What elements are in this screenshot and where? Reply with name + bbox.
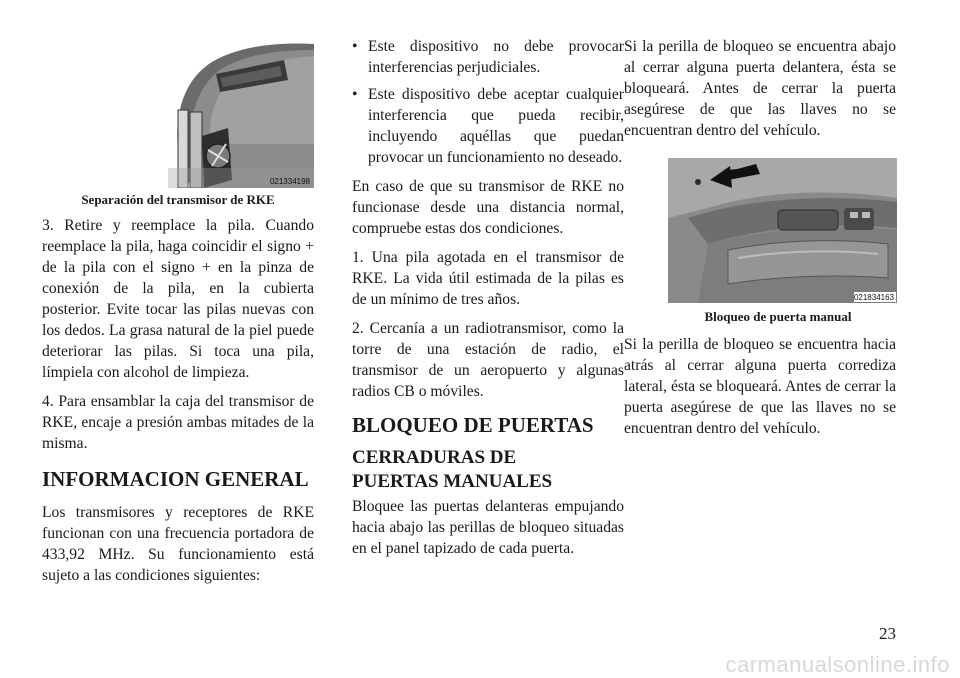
figure-code: 021834163 — [853, 293, 894, 302]
paragraph: 4. Para ensamblar la caja del transmisor de RKE, encaje a presión ambas mitades de la misma. — [42, 393, 314, 452]
section-heading: BLOQUEO DE PUERTAS — [352, 413, 594, 437]
rke-fob-illustration — [168, 40, 314, 188]
bullet-list — [352, 36, 624, 168]
page-number: 23 — [879, 624, 896, 643]
column-middle — [352, 36, 624, 559]
paragraph: Si la perilla de bloqueo se encuentra hacia atrás al cerrar alguna puerta corrediza lateral, ésta se bloqueará. Antes de cerrar la puerta asegúrese de que las llaves no se encuentran dentro del vehículo. — [624, 336, 896, 437]
paragraph: 2. Cercanía a un radiotransmisor, como la torre de una estación de radio, el transmisor de un aeropuerto y algunas radios CB o móviles. — [352, 320, 624, 400]
paragraph: Bloquee las puertas delanteras empujando hacia abajo las perillas de bloqueo situadas en el panel tapizado de cada puerta. — [352, 498, 624, 557]
list-item: • Este dispositivo no debe provocar interferencias perjudiciales. — [352, 36, 624, 78]
column-right-lower — [624, 334, 896, 439]
subsection-heading: PUERTAS MANUALES — [352, 471, 553, 492]
figure-door-lock — [668, 158, 897, 303]
paragraph: 3. Retire y reemplace la pila. Cuando reemplace la pila, haga coincidir el signo + de la pila con el signo + en la pinza de conexión de la pila, en la cubierta posterior. Evite tocar las pilas nuevas con los dedos. La grasa natural de la piel puede deteriorar las pilas. Si toca una pila, límpiela con alcohol de limpieza. — [42, 217, 314, 381]
paragraph: En caso de que su transmisor de RKE no funcionase desde una distancia normal, compruebe estas dos condiciones. — [352, 178, 624, 237]
figure-rke-separation — [168, 40, 314, 188]
column-right — [624, 36, 896, 141]
section-heading: INFORMACION GENERAL — [42, 467, 309, 491]
watermark: carmanualsonline.info — [725, 652, 950, 677]
paragraph: Los transmisores y receptores de RKE funcionan con una frecuencia portadora de 433,92 MHz. Su funcionamiento está sujeto a las condiciones siguientes: — [42, 504, 314, 584]
subsection-heading: CERRADURAS DE — [352, 447, 517, 468]
figure-code: 021334198 — [269, 177, 310, 186]
door-panel-illustration — [668, 158, 897, 303]
paragraph: Si la perilla de bloqueo se encuentra abajo al cerrar alguna puerta delantera, ésta se bloqueará. Antes de cerrar la puerta asegúrese de que las llaves no se encuentran dentro del vehículo. — [624, 38, 896, 139]
paragraph: 1. Una pila agotada en el transmisor de RKE. La vida útil estimada de la pilas es de un mínimo de tres años. — [352, 249, 624, 308]
column-left — [42, 215, 314, 586]
list-item: • Este dispositivo debe aceptar cualquier interferencia que pueda recibir, incluyendo aquéllas que puedan provocar un funcionamiento no deseado. — [352, 84, 624, 168]
figure-caption: Separación del transmisor de RKE — [81, 192, 275, 207]
figure-caption: Bloqueo de puerta manual — [704, 309, 852, 324]
